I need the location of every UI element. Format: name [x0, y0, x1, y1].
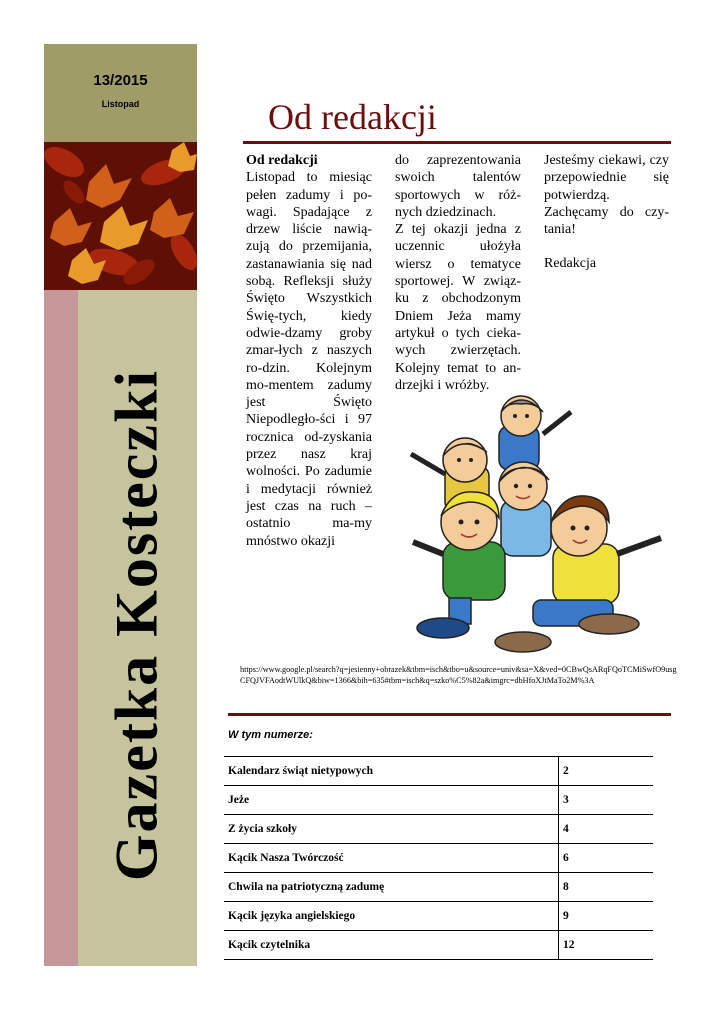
- page-title: Od redakcji: [268, 97, 437, 137]
- table-of-contents: [224, 756, 653, 960]
- toc-row: [224, 757, 653, 786]
- article-column-1: [246, 152, 372, 550]
- toc-row: [224, 873, 653, 902]
- masthead: Gazetka Kosteczki: [103, 368, 170, 882]
- image-source-url: https://www.google.pl/search?q=jesienny+obrazek&tbm=isch&tbo=u&source=univ&sa=X&ved=0CBwQsARqFQoTCMiSwfO9usgCFQJVFAodtWUlkQ&biw=1366&bih=635#tbm=isch&q=szko%C5%82a&imgrc=dbHfoXJtMaTo2M%3A: [240, 665, 677, 685]
- issue-box: [44, 44, 197, 142]
- autumn-leaves-image: [44, 142, 197, 290]
- article-text: Jesteśmy ciekawi, czy przepowiednie się potwierdzą. Zachęcamy do czy-tania!: [544, 153, 669, 238]
- toc-page: 4: [559, 815, 654, 844]
- toc-label: Kącik czytelnika: [224, 931, 559, 960]
- toc-heading: W tym numerze:: [228, 729, 313, 741]
- signature: Redakcja: [544, 256, 597, 272]
- toc-page: 12: [559, 931, 654, 960]
- issue-month: Listopad: [101, 99, 140, 109]
- article-text: Listopad to miesiąc pełen zadumy i po-wagi. Spadające z drzew liście nawią-zują do przemijania, zastanawiania się nad sobą. Refleksji służy Święto Wszystkich Świę-tych, kiedy odwie-dzamy groby zmar-łych z naszych ro-dzin. Kolejnym mo-mentem zadumy jest Święto Niepodległo-ści i 97 rocznica od-zyskania przez nasz kraj wolności. Po zadumie i medytacji również jest czas na ruch – ostatnio ma-my mnóstwo okazji: [246, 170, 372, 549]
- toc-label: Jeże: [224, 786, 559, 815]
- toc-page: 3: [559, 786, 654, 815]
- toc-row: [224, 931, 653, 960]
- toc-row: [224, 902, 653, 931]
- toc-label: Kącik Nasza Twórczość: [224, 844, 559, 873]
- toc-row: [224, 786, 653, 815]
- toc-page: 8: [559, 873, 654, 902]
- issue-number: 13/2015: [93, 72, 148, 89]
- article-text: Z tej okazji jedna z uczennic ułożyła wiersz o tematyce sportowej. W związ-ku z obchodzonym Dniem Jeża mamy artykuł o tych cieka-wych zwierzętach. Kolejny temat to an-drzejki i wróżby.: [395, 222, 521, 393]
- toc-label: Kącik języka angielskiego: [224, 902, 559, 931]
- toc-page: 6: [559, 844, 654, 873]
- toc-row: [224, 815, 653, 844]
- column-heading: Od redakcji: [246, 153, 318, 168]
- toc-page: 9: [559, 902, 654, 931]
- toc-page: 2: [559, 757, 654, 786]
- toc-label: Z życia szkoły: [224, 815, 559, 844]
- article-column-2: [395, 152, 521, 394]
- toc-label: Chwila na patriotyczną zadumę: [224, 873, 559, 902]
- sidebar-stripe: [44, 290, 78, 966]
- toc-row: [224, 844, 653, 873]
- article-column-3: [544, 152, 669, 273]
- article-text: do zaprezentowania swoich talentów sportowych w róż-nych dziedzinach.: [395, 153, 521, 220]
- title-rule: [243, 141, 671, 144]
- children-illustration: [403, 394, 683, 662]
- section-rule: [228, 713, 671, 716]
- toc-label: Kalendarz świąt nietypowych: [224, 757, 559, 786]
